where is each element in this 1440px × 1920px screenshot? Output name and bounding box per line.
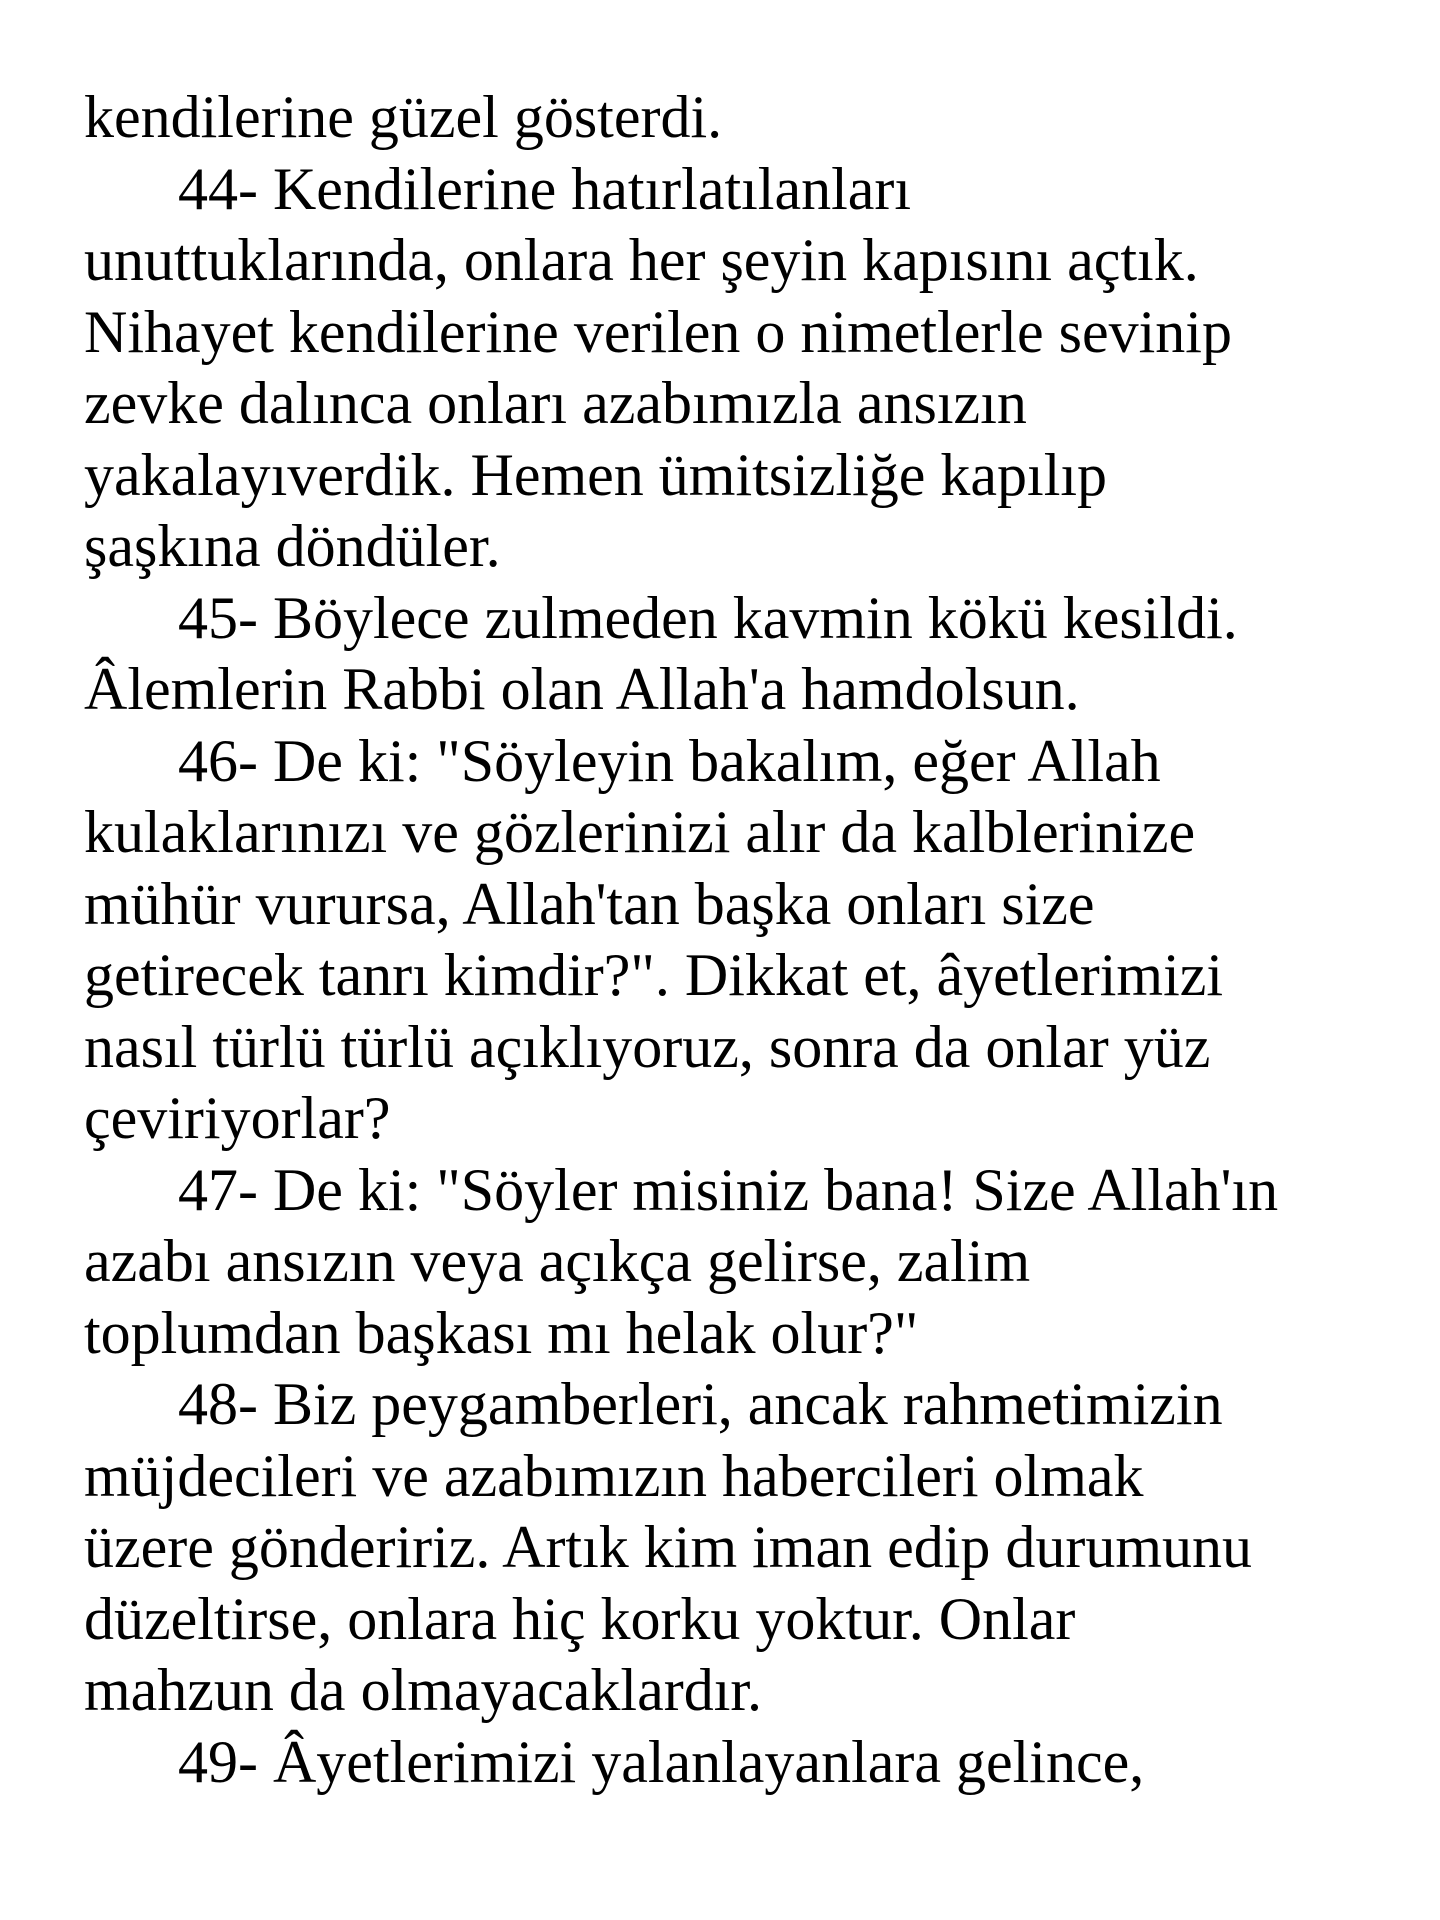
text-line: 49- Âyetlerimizi yalanlayanlara gelince,: [178, 1728, 1145, 1795]
text-line: zevke dalınca onları azabımızla ansızın: [84, 370, 1027, 436]
text-line: üzere göndeririz. Artık kim iman edip durumunu: [84, 1514, 1253, 1580]
text-line: çeviriyorlar?: [84, 1085, 391, 1151]
text-line: 44- Kendilerine hatırlatılanları: [178, 155, 912, 222]
text-line: toplumdan başkası mı helak olur?": [84, 1299, 919, 1366]
text-line: Âlemlerin Rabbi olan Allah'a hamdolsun.: [84, 656, 1080, 722]
text-line: 45- Böylece zulmeden kavmin kökü kesildi.: [178, 584, 1238, 651]
text-line: şaşkına döndüler.: [84, 513, 501, 579]
text-line: azabı ansızın veya açıkça gelirse, zalim: [84, 1228, 1031, 1294]
verse-text-block: [84, 82, 1380, 1798]
text-line: 47- De ki: "Söyler misiniz bana! Size Allah'ın: [178, 1156, 1279, 1223]
text-line: mühür vurursa, Allah'tan başka onları size: [84, 870, 1095, 937]
text-line: mahzun da olmayacaklardır.: [84, 1657, 763, 1723]
text-line: unuttuklarında, onlara her şeyin kapısını açtık.: [84, 227, 1199, 293]
text-line: kendilerine güzel gösterdi.: [84, 84, 723, 150]
text-line: kulaklarınızı ve gözlerinizi alır da kalblerinize: [84, 799, 1196, 865]
text-line: getirecek tanrı kimdir?". Dikkat et, âyetlerimizi: [84, 942, 1224, 1008]
text-line: düzeltirse, onlara hiç korku yoktur. Onlar: [84, 1585, 1076, 1652]
text-line: yakalayıverdik. Hemen ümitsizliğe kapılıp: [84, 441, 1108, 508]
text-line: 46- De ki: "Söyleyin bakalım, eğer Allah: [178, 727, 1161, 794]
text-line: 48- Biz peygamberleri, ancak rahmetimizin: [178, 1371, 1223, 1437]
text-line: nasıl türlü türlü açıklıyoruz, sonra da onlar yüz: [84, 1013, 1211, 1080]
text-line: müjdecileri ve azabımızın habercileri olmak: [84, 1442, 1144, 1509]
text-line: Nihayet kendilerine verilen o nimetlerle sevinip: [84, 298, 1232, 365]
